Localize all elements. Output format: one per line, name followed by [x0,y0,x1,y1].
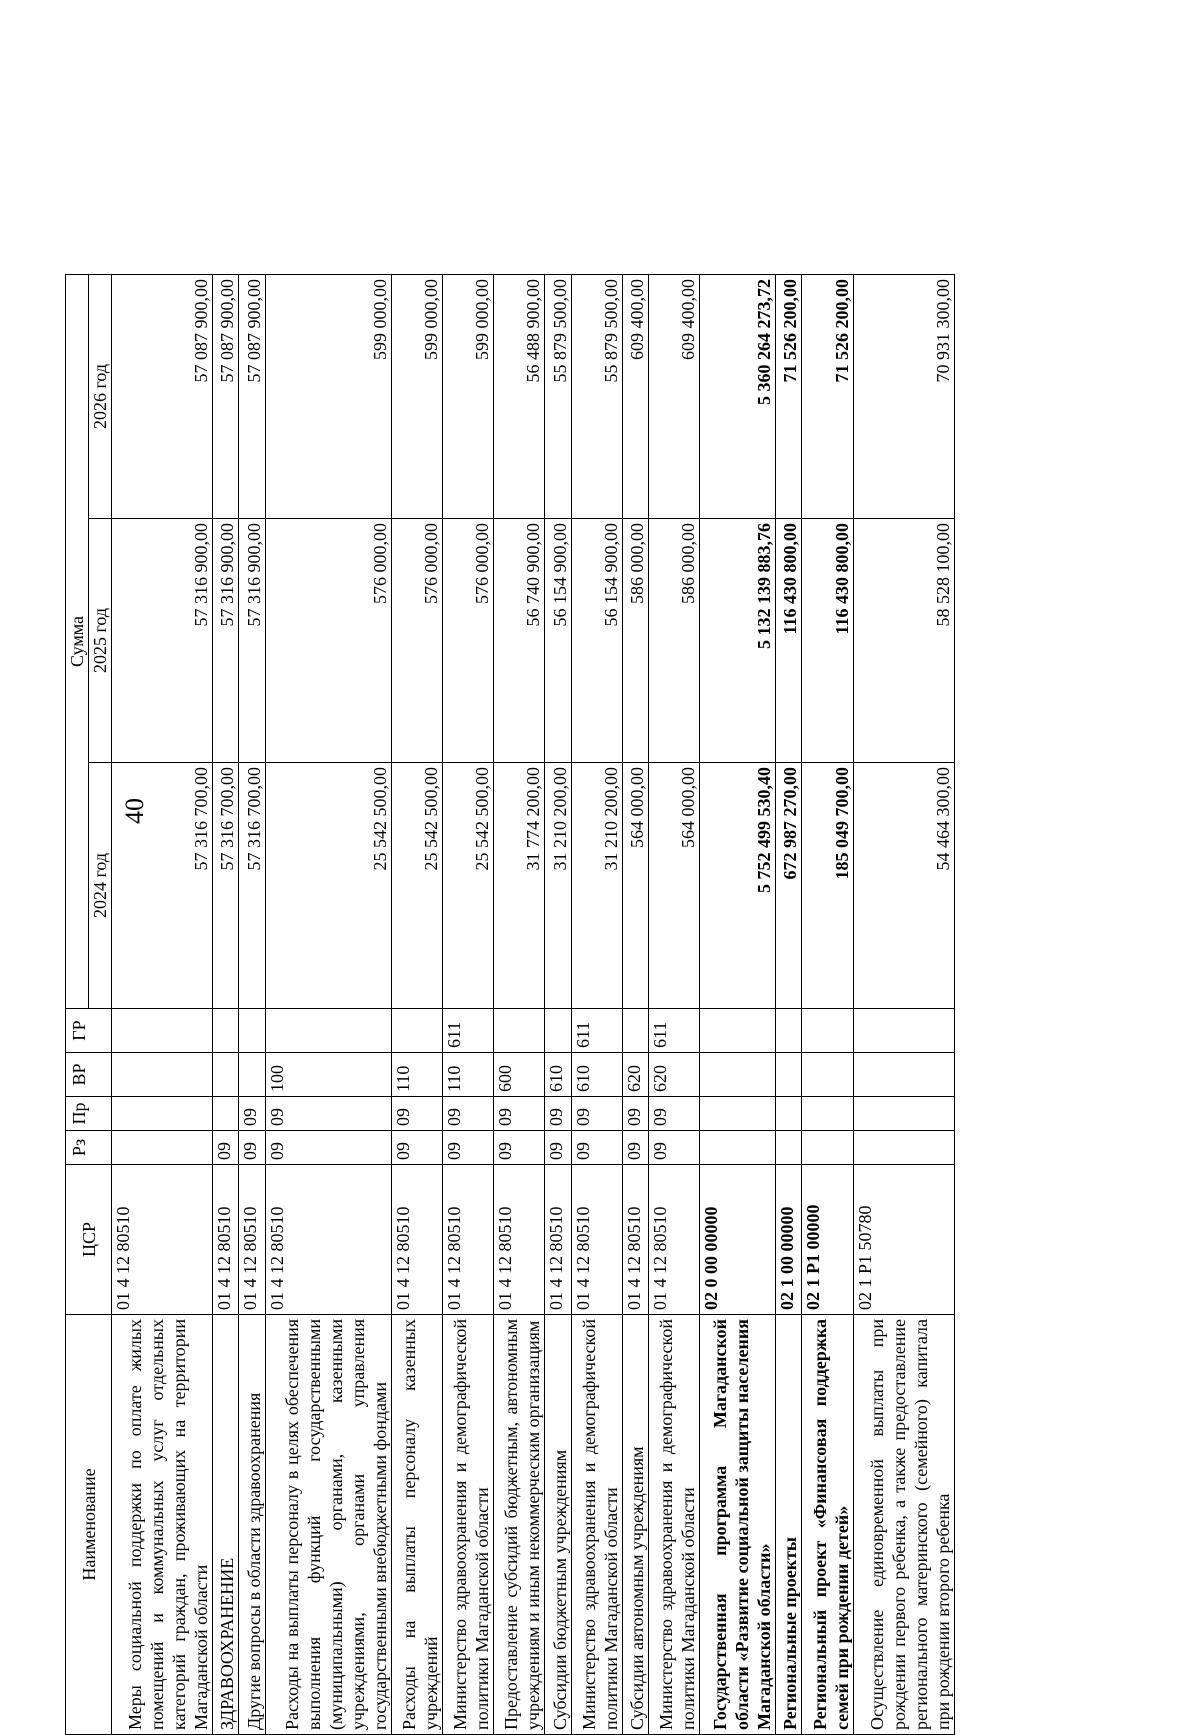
row-gr: 611 [648,1009,699,1053]
row-rz [700,1131,776,1165]
row-gr [494,1009,545,1053]
row-name: Предоставление субсидий бюджетным, автономным учреждениям и иным некоммерческим организациям [494,1315,545,1735]
row-csr: 01 4 12 80510 [622,1165,648,1315]
row-sum-2025: 5 132 139 883,76 [700,519,776,763]
row-pr: 09 [545,1097,571,1131]
row-vr [213,1053,239,1097]
row-sum-2025: 57 316 900,00 [213,519,239,763]
row-sum-2025: 576 000,00 [443,519,494,763]
row-vr: 620 [622,1053,648,1097]
row-name: Министерство здравоохранения и демографической политики Магаданской области [648,1315,699,1735]
row-pr: 09 [239,1097,265,1131]
row-sum-2025: 58 528 100,00 [853,519,954,763]
row-csr: 01 4 12 80510 [494,1165,545,1315]
row-gr [265,1009,391,1053]
row-rz: 09 [622,1131,648,1165]
row-pr: 09 [265,1097,391,1131]
row-sum-2025: 576 000,00 [391,519,442,763]
header-vr: ВР [66,1053,112,1097]
row-name: Региональные проекты [776,1315,802,1735]
row-csr: 02 1 00 00000 [776,1165,802,1315]
row-gr [239,1009,265,1053]
row-rz: 09 [443,1131,494,1165]
row-pr [700,1097,776,1131]
row-pr [213,1097,239,1131]
table-row [802,274,853,1734]
row-sum-2024: 31 210 200,00 [545,763,571,1009]
row-name: Министерство здравоохранения и демографической политики Магаданской области [443,1315,494,1735]
table-row [776,274,802,1734]
row-sum-2025: 57 316 900,00 [112,519,213,763]
header-row-1 [66,274,89,1734]
row-pr: 09 [391,1097,442,1131]
row-name: Государственная программа Магаданской области «Развитие социальной защиты населения Магаданской области» [700,1315,776,1735]
row-gr [853,1009,954,1053]
row-name: Расходы на выплаты персоналу казенных учреждений [391,1315,442,1735]
row-csr: 01 4 12 80510 [545,1165,571,1315]
table-row [239,274,265,1734]
row-csr: 01 4 12 80510 [443,1165,494,1315]
header-2024: 2024 год [89,763,112,1009]
row-sum-2025: 576 000,00 [265,519,391,763]
row-csr: 01 4 12 80510 [265,1165,391,1315]
table-row [545,274,571,1734]
row-csr: 01 4 12 80510 [391,1165,442,1315]
row-rz: 09 [571,1131,622,1165]
row-sum-2024: 57 316 700,00 [239,763,265,1009]
header-2026: 2026 год [89,274,112,518]
row-sum-2026: 57 087 900,00 [112,274,213,518]
row-sum-2026: 5 360 264 273,72 [700,274,776,518]
row-sum-2026: 599 000,00 [443,274,494,518]
row-name: Другие вопросы в области здравоохранения [239,1315,265,1735]
row-pr: 09 [622,1097,648,1131]
row-vr [802,1053,853,1097]
row-gr [545,1009,571,1053]
row-name: ЗДРАВООХРАНЕНИЕ [213,1315,239,1735]
row-sum-2024: 672 987 270,00 [776,763,802,1009]
row-vr: 600 [494,1053,545,1097]
row-rz [776,1131,802,1165]
header-csr: ЦСР [66,1165,112,1315]
row-sum-2026: 71 526 200,00 [802,274,853,518]
header-gr: ГР [66,1009,112,1053]
header-pr: Пр [66,1097,112,1131]
row-sum-2025: 116 430 800,00 [776,519,802,763]
row-pr: 09 [494,1097,545,1131]
row-gr [213,1009,239,1053]
row-sum-2026: 70 931 300,00 [853,274,954,518]
row-sum-2024: 57 316 700,00 [112,763,213,1009]
row-sum-2024: 564 000,00 [622,763,648,1009]
row-rz: 09 [239,1131,265,1165]
row-vr [776,1053,802,1097]
header-sum: Сумма [66,274,89,1008]
row-sum-2024: 57 316 700,00 [213,763,239,1009]
table-row [494,274,545,1734]
row-sum-2025: 116 430 800,00 [802,519,853,763]
table-row [853,274,954,1734]
row-name: Субсидии бюджетным учреждениям [545,1315,571,1735]
row-vr [853,1053,954,1097]
row-name: Расходы на выплаты персоналу в целях обеспечения выполнения функций государственными (муниципальными) органами, казенными учреждениями, органами управления государственными внебюджетными фондами [265,1315,391,1735]
row-sum-2026: 609 400,00 [622,274,648,518]
row-rz [802,1131,853,1165]
row-gr [391,1009,442,1053]
row-vr [700,1053,776,1097]
row-sum-2025: 56 740 900,00 [494,519,545,763]
table-row [443,274,494,1734]
row-vr: 610 [545,1053,571,1097]
row-csr: 01 4 12 80510 [239,1165,265,1315]
row-sum-2026: 599 000,00 [265,274,391,518]
row-sum-2026: 56 488 900,00 [494,274,545,518]
row-vr: 610 [571,1053,622,1097]
row-vr: 110 [391,1053,442,1097]
row-sum-2025: 586 000,00 [648,519,699,763]
table-row [265,274,391,1734]
row-csr: 01 4 12 80510 [648,1165,699,1315]
row-pr: 09 [571,1097,622,1131]
row-vr [112,1053,213,1097]
table-row [213,274,239,1734]
table-row [648,274,699,1734]
row-name: Региональный проект «Финансовая поддержка семей при рождении детей» [802,1315,853,1735]
row-sum-2025: 586 000,00 [622,519,648,763]
row-gr: 611 [443,1009,494,1053]
row-rz: 09 [648,1131,699,1165]
row-sum-2024: 25 542 500,00 [391,763,442,1009]
row-rz: 09 [494,1131,545,1165]
row-sum-2024: 25 542 500,00 [265,763,391,1009]
row-sum-2026: 71 526 200,00 [776,274,802,518]
row-gr [802,1009,853,1053]
row-csr: 02 1 P1 00000 [802,1165,853,1315]
row-sum-2024: 54 464 300,00 [853,763,954,1009]
row-pr: 09 [648,1097,699,1131]
row-vr: 620 [648,1053,699,1097]
table-row [700,274,776,1734]
row-rz: 09 [545,1131,571,1165]
page-number: 40 [120,798,149,824]
row-sum-2024: 31 210 200,00 [571,763,622,1009]
table-row [391,274,442,1734]
row-sum-2024: 25 542 500,00 [443,763,494,1009]
row-sum-2024: 5 752 499 530,40 [700,763,776,1009]
table-row [622,274,648,1734]
row-vr: 100 [265,1053,391,1097]
row-csr: 01 4 12 80510 [213,1165,239,1315]
row-gr [700,1009,776,1053]
header-2025: 2025 год [89,519,112,763]
row-sum-2026: 55 879 500,00 [571,274,622,518]
row-vr [239,1053,265,1097]
row-csr: 02 1 P1 50780 [853,1165,954,1315]
row-name: Осуществление единовременной выплаты при рождении первого ребенка, а также предоставление регионального материнского (семейного) капитала при рождении второго ребенка [853,1315,954,1735]
row-sum-2024: 564 000,00 [648,763,699,1009]
row-gr [112,1009,213,1053]
row-csr: 02 0 00 00000 [700,1165,776,1315]
row-gr: 611 [571,1009,622,1053]
row-rz: 09 [265,1131,391,1165]
row-sum-2024: 31 774 200,00 [494,763,545,1009]
row-vr: 110 [443,1053,494,1097]
budget-table [65,274,955,1735]
row-sum-2026: 57 087 900,00 [239,274,265,518]
row-pr [776,1097,802,1131]
row-name: Меры социальной поддержки по оплате жилых помещений и коммунальных услуг отдельных категорий граждан, проживающих на территории Магаданской области [112,1315,213,1735]
row-csr: 01 4 12 80510 [112,1165,213,1315]
row-pr: 09 [443,1097,494,1131]
row-sum-2026: 57 087 900,00 [213,274,239,518]
row-pr [802,1097,853,1131]
row-rz [853,1131,954,1165]
row-sum-2024: 185 049 700,00 [802,763,853,1009]
row-name: Министерство здравоохранения и демографической политики Магаданской области [571,1315,622,1735]
row-pr [112,1097,213,1131]
row-rz [112,1131,213,1165]
row-sum-2025: 57 316 900,00 [239,519,265,763]
row-sum-2025: 56 154 900,00 [545,519,571,763]
row-sum-2025: 56 154 900,00 [571,519,622,763]
row-rz: 09 [213,1131,239,1165]
rotated-table-wrapper [65,275,955,1735]
row-gr [622,1009,648,1053]
table-row [571,274,622,1734]
row-csr: 01 4 12 80510 [571,1165,622,1315]
row-rz: 09 [391,1131,442,1165]
row-pr [853,1097,954,1131]
table-row [112,274,213,1734]
row-sum-2026: 599 000,00 [391,274,442,518]
row-sum-2026: 55 879 500,00 [545,274,571,518]
table-body [112,274,955,1734]
header-rz: Рз [66,1131,112,1165]
row-gr [776,1009,802,1053]
header-name: Наименование [66,1315,112,1735]
row-sum-2026: 609 400,00 [648,274,699,518]
row-name: Субсидии автономным учреждениям [622,1315,648,1735]
